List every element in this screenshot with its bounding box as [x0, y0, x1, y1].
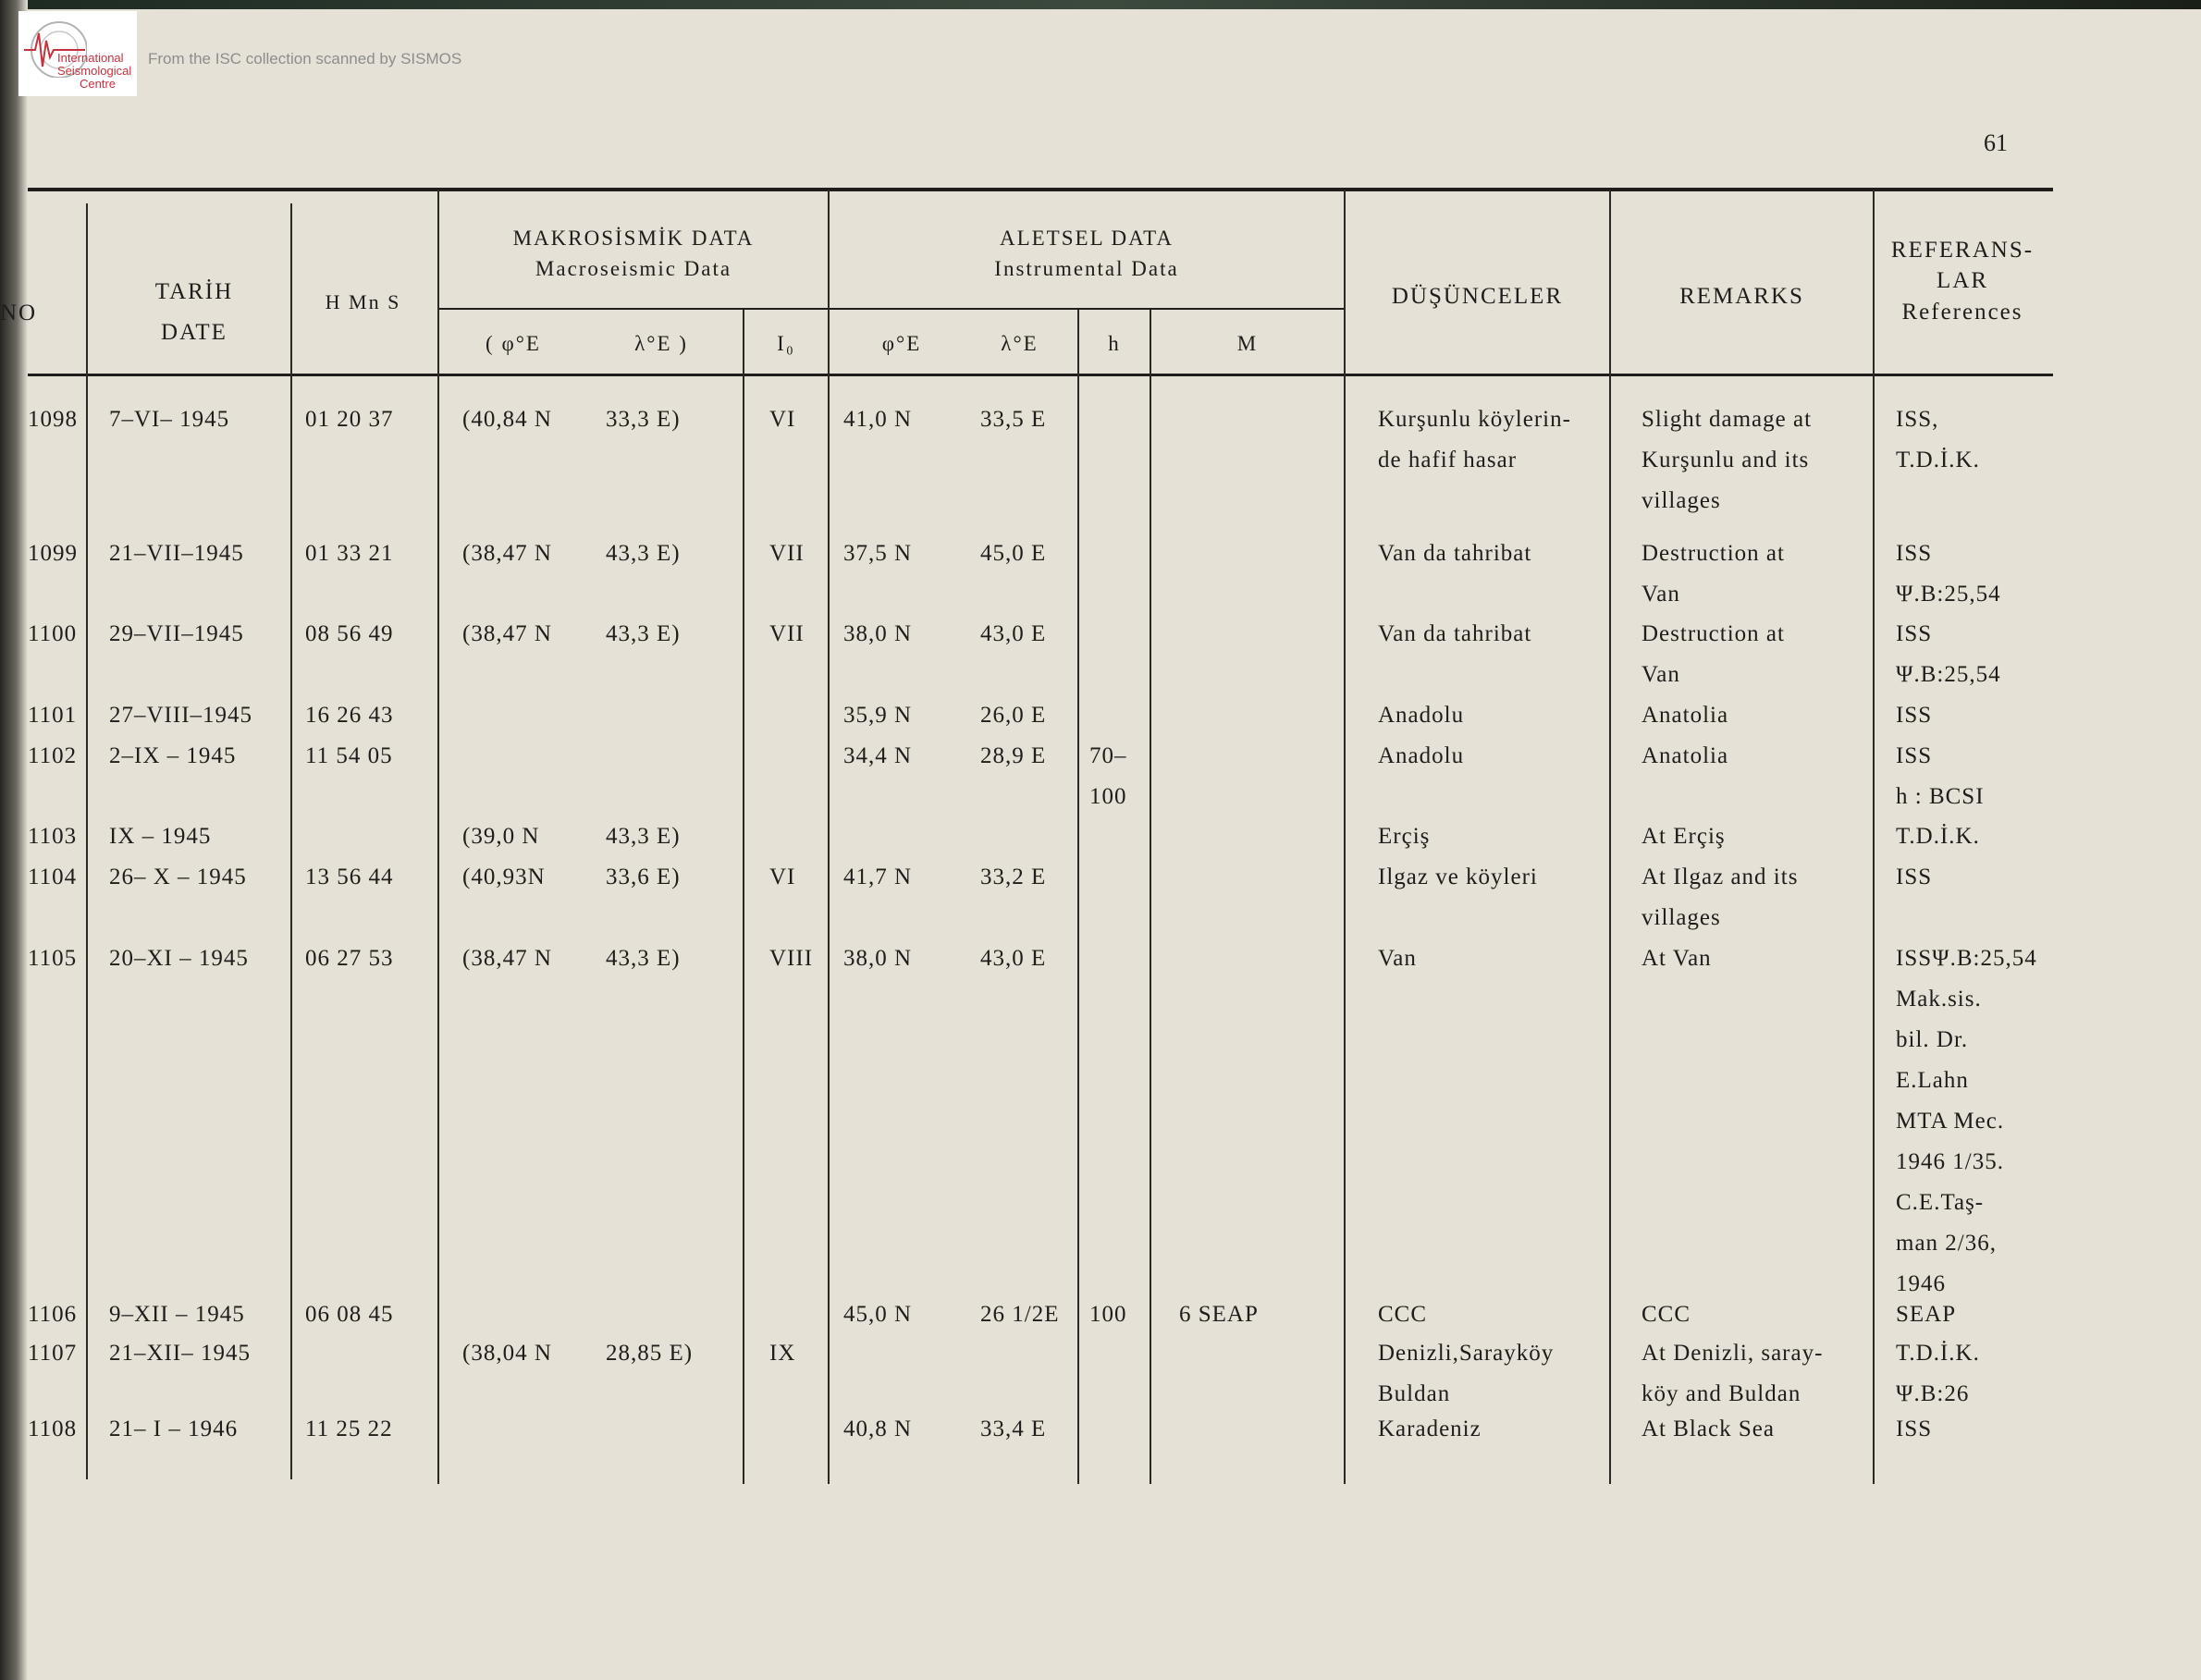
header-refs-tr-2: LAR [1937, 268, 1988, 293]
cell-date: 21–VII–1945 [109, 541, 244, 566]
cell-remarks-line: At Ilgaz and its [1642, 865, 1799, 889]
cell-intensity: VIII [769, 946, 814, 971]
cell-macro-lon: 43,3 E) [606, 946, 681, 971]
cell-thoughts-line: Kurşunlu köylerin- [1378, 407, 1571, 432]
cell-remarks-line: köy and Buldan [1642, 1381, 1801, 1406]
header-macro-en: Macroseismic Data [535, 257, 732, 280]
cell-macro-lon: 43,3 E) [606, 621, 681, 646]
cell-time: 08 56 49 [305, 621, 394, 646]
col-divider [86, 203, 88, 1479]
cell-reference-line: ISS [1896, 621, 1933, 646]
cell-remarks-line: Slight damage at [1642, 407, 1813, 432]
cell-date: IX – 1945 [109, 824, 212, 849]
cell-reference-line: man 2/36, [1896, 1231, 1997, 1256]
header-intensity: I₀ [777, 332, 795, 355]
cell-instr-lat: 41,0 N [843, 407, 913, 432]
cell-remarks-line: Destruction at [1642, 621, 1785, 646]
logo-wordmark [57, 52, 131, 91]
cell-instr-lat: 34,4 N [843, 743, 913, 768]
cell-no: 1103 [28, 824, 78, 849]
cell-macro-lat: (38,04 N [462, 1341, 552, 1366]
cell-reference-line: E.Lahn [1896, 1068, 1969, 1093]
cell-macro-lat: (38,47 N [462, 621, 552, 646]
cell-reference-line: ISS [1896, 541, 1933, 566]
cell-time: 06 27 53 [305, 946, 394, 971]
subheader-rule [439, 308, 1346, 310]
cell-remarks-line: At Denizli, saray- [1642, 1341, 1824, 1366]
cell-depth: 100 [1089, 1302, 1127, 1327]
cell-instr-lat: 40,8 N [843, 1416, 913, 1441]
collection-watermark: From the ISC collection scanned by SISMOS [148, 50, 462, 67]
cell-thoughts-line: Karadeniz [1378, 1416, 1482, 1441]
cell-reference-line: T.D.İ.K. [1896, 824, 1980, 849]
header-thoughts: DÜŞÜNCELER [1391, 284, 1564, 309]
cell-instr-lat: 35,9 N [843, 703, 913, 728]
cell-remarks-line: At Black Sea [1642, 1416, 1775, 1441]
cell-thoughts-line: Buldan [1378, 1381, 1451, 1406]
cell-no: 1106 [28, 1302, 78, 1327]
col-divider [1873, 190, 1875, 1484]
page-number: 61 [1984, 129, 2008, 156]
cell-remarks-line: Van [1642, 662, 1680, 687]
header-refs-tr-1: REFERANS- [1890, 238, 2035, 263]
header-time: H Mn S [325, 290, 401, 313]
cell-instr-lon: 45,0 E [980, 541, 1047, 566]
cell-reference-line: h : BCSI [1896, 784, 1985, 809]
cell-instr-lon: 33,2 E [980, 865, 1047, 889]
cell-date: 29–VII–1945 [109, 621, 244, 646]
isc-logo [18, 11, 137, 96]
cell-reference-line: MTA Mec. [1896, 1109, 2005, 1134]
cell-reference-line: 1946 [1896, 1271, 1946, 1296]
logo-line-1: International [57, 51, 124, 65]
cell-no: 1098 [28, 407, 78, 432]
cell-intensity: VI [769, 865, 796, 889]
cell-date: 2–IX – 1945 [109, 743, 237, 768]
cell-thoughts-line: Ilgaz ve köyleri [1378, 865, 1538, 889]
header-remarks: REMARKS [1679, 284, 1804, 309]
header-instr-lat: φ°E [881, 332, 922, 355]
cell-no: 1105 [28, 946, 78, 971]
cell-instr-lat: 38,0 N [843, 946, 913, 971]
header-no: NO [0, 300, 38, 325]
cell-remarks-line: CCC [1642, 1302, 1691, 1327]
cell-remarks-line: Kurşunlu and its [1642, 448, 1810, 472]
cell-no: 1101 [28, 703, 78, 728]
cell-instr-lon: 43,0 E [980, 621, 1047, 646]
cell-no: 1099 [28, 541, 78, 566]
cell-thoughts-line: Anadolu [1378, 743, 1465, 768]
cell-reference-line: Ψ.B:25,54 [1896, 662, 2001, 687]
cell-no: 1100 [28, 621, 78, 646]
cell-remarks-line: Anatolia [1642, 743, 1729, 768]
logo-line-2: Seismological [57, 64, 132, 78]
col-divider [290, 203, 292, 1479]
cell-instr-lat: 45,0 N [843, 1302, 913, 1327]
cell-no: 1104 [28, 865, 78, 889]
col-divider [1150, 310, 1151, 1484]
cell-time: 13 56 44 [305, 865, 394, 889]
cell-reference-line: T.D.İ.K. [1896, 448, 1980, 472]
cell-macro-lon: 43,3 E) [606, 541, 681, 566]
cell-reference-line: ISSΨ.B:25,54 [1896, 946, 2037, 971]
cell-reference-line: bil. Dr. [1896, 1027, 1969, 1052]
cell-reference-line: ISS, [1896, 407, 1939, 432]
cell-time: 01 33 21 [305, 541, 394, 566]
cell-reference-line: ISS [1896, 1416, 1933, 1441]
cell-thoughts-line: Erçiş [1378, 824, 1431, 849]
cell-reference-line: 1946 1/35. [1896, 1149, 2004, 1174]
cell-instr-lon: 33,4 E [980, 1416, 1047, 1441]
cell-thoughts-line: CCC [1378, 1302, 1428, 1327]
cell-date: 21– I – 1946 [109, 1416, 239, 1441]
cell-reference-line: ISS [1896, 703, 1933, 728]
header-macro-tr: MAKROSİSMİK DATA [512, 227, 755, 250]
header-date-tr: TARİH [154, 279, 234, 304]
logo-line-3: Centre [80, 77, 117, 91]
cell-date: 20–XI – 1945 [109, 946, 249, 971]
cell-macro-lon: 43,3 E) [606, 824, 681, 849]
cell-no: 1102 [28, 743, 78, 768]
cell-remarks-line: villages [1642, 905, 1721, 930]
cell-reference-line: ISS [1896, 743, 1933, 768]
cell-macro-lat: (40,84 N [462, 407, 552, 432]
table-top-rule [28, 188, 2053, 191]
cell-macro-lat: (38,47 N [462, 946, 552, 971]
cell-intensity: VII [769, 541, 805, 566]
cell-thoughts-line: Anadolu [1378, 703, 1465, 728]
header-instr-tr: ALETSEL DATA [999, 227, 1174, 250]
cell-reference-line: T.D.İ.K. [1896, 1341, 1980, 1366]
scan-top-edge [0, 0, 2201, 9]
cell-intensity: VII [769, 621, 805, 646]
cell-thoughts-line: Van da tahribat [1378, 541, 1532, 566]
cell-intensity: IX [769, 1341, 796, 1366]
cell-remarks-line: Destruction at [1642, 541, 1785, 566]
cell-reference-line: Ψ.B:26 [1896, 1381, 1970, 1406]
cell-instr-lon: 26 1/2E [980, 1302, 1060, 1327]
cell-instr-lon: 28,9 E [980, 743, 1047, 768]
cell-date: 9–XII – 1945 [109, 1302, 245, 1327]
col-divider [828, 190, 830, 1484]
cell-thoughts-line: Denizli,Sarayköy [1378, 1341, 1555, 1366]
cell-macro-lat: (38,47 N [462, 541, 552, 566]
cell-macro-lat: (40,93N [462, 865, 546, 889]
cell-reference-line: C.E.Taş- [1896, 1190, 1985, 1215]
cell-depth: 70– [1089, 743, 1127, 768]
cell-remarks-line: villages [1642, 488, 1721, 513]
col-divider [1077, 310, 1079, 1484]
cell-macro-lat: (39,0 N [462, 824, 540, 849]
cell-intensity: VI [769, 407, 796, 432]
col-divider [743, 310, 744, 1484]
cell-macro-lon: 33,6 E) [606, 865, 681, 889]
cell-instr-lon: 43,0 E [980, 946, 1047, 971]
cell-date: 21–XII– 1945 [109, 1341, 251, 1366]
cell-time: 06 08 45 [305, 1302, 394, 1327]
header-instr-lon: λ°E [1001, 332, 1039, 355]
cell-macro-lon: 28,85 E) [606, 1341, 694, 1366]
cell-no: 1108 [28, 1416, 78, 1441]
cell-instr-lat: 38,0 N [843, 621, 913, 646]
cell-thoughts-line: Van da tahribat [1378, 621, 1532, 646]
cell-instr-lon: 33,5 E [980, 407, 1047, 432]
cell-date: 27–VIII–1945 [109, 703, 253, 728]
header-macro-lat: ( φ°E [486, 332, 541, 355]
cell-time: 16 26 43 [305, 703, 394, 728]
cell-remarks-line: At Erçiş [1642, 824, 1726, 849]
header-refs-en: References [1901, 300, 2023, 325]
cell-time: 11 54 05 [305, 743, 393, 768]
cell-date: 7–VI– 1945 [109, 407, 230, 432]
cell-remarks-line: At Van [1642, 946, 1712, 971]
header-bottom-rule [28, 374, 2053, 376]
scan-binding-shadow [0, 0, 28, 1680]
cell-reference-line: Mak.sis. [1896, 987, 1982, 1012]
cell-depth: 100 [1089, 784, 1127, 809]
cell-instr-lon: 26,0 E [980, 703, 1047, 728]
header-macro-lon: λ°E ) [634, 332, 688, 355]
cell-thoughts-line: Van [1378, 946, 1417, 971]
col-divider [437, 190, 439, 1484]
cell-macro-lon: 33,3 E) [606, 407, 681, 432]
cell-reference-line: SEAP [1896, 1302, 1957, 1327]
col-divider [1609, 190, 1611, 1484]
cell-remarks-line: Van [1642, 582, 1680, 607]
header-date-en: DATE [161, 320, 227, 345]
col-divider [1344, 190, 1346, 1484]
header-instr-en: Instrumental Data [994, 257, 1179, 280]
cell-remarks-line: Anatolia [1642, 703, 1729, 728]
cell-date: 26– X – 1945 [109, 865, 247, 889]
cell-thoughts-line: de hafif hasar [1378, 448, 1518, 472]
header-magnitude: M [1236, 332, 1259, 355]
cell-time: 11 25 22 [305, 1416, 393, 1441]
cell-instr-lat: 41,7 N [843, 865, 913, 889]
cell-magnitude: 6 SEAP [1179, 1302, 1259, 1327]
cell-reference-line: ISS [1896, 865, 1933, 889]
cell-time: 01 20 37 [305, 407, 394, 432]
cell-no: 1107 [28, 1341, 78, 1366]
header-depth: h [1108, 332, 1121, 355]
cell-instr-lat: 37,5 N [843, 541, 913, 566]
cell-reference-line: Ψ.B:25,54 [1896, 582, 2001, 607]
